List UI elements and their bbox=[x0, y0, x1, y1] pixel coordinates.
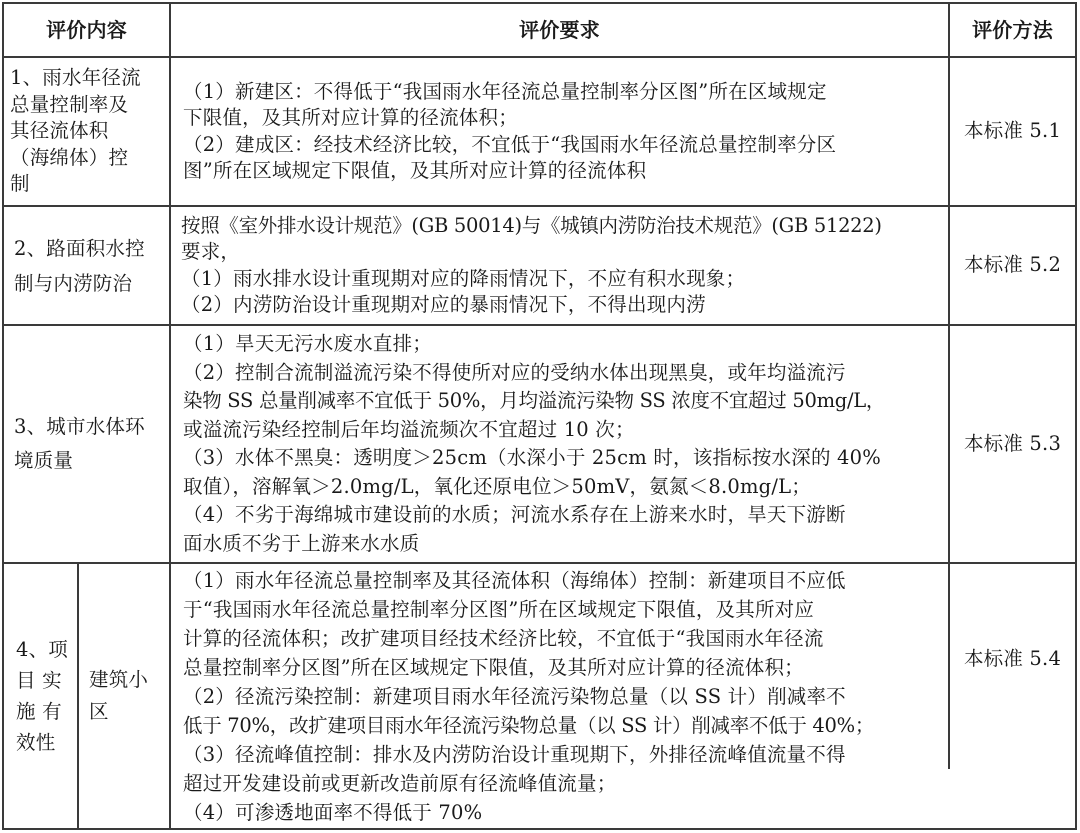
row1-req-line: 下限值，及其所对应计算的径流体积； bbox=[183, 106, 518, 129]
table-border-bottom bbox=[2, 828, 1077, 830]
row4-content-line: 目 实 bbox=[16, 669, 62, 692]
row3-method bbox=[950, 326, 1075, 562]
row1-content-line: 制 bbox=[10, 172, 30, 196]
row1-content-line: 1、雨水年径流 bbox=[10, 66, 141, 90]
row3-requirement bbox=[171, 326, 948, 562]
row4-content-line: 效性 bbox=[16, 731, 56, 754]
row4-req-line: （1）雨水年径流总量控制率及其径流体积（海绵体）控制：新建项目不应低 bbox=[183, 568, 846, 592]
row1-content bbox=[4, 58, 169, 205]
row4-method-label: 本标准 5.4 bbox=[963, 646, 1062, 670]
row1-content-line: 总量控制率及 bbox=[10, 92, 129, 116]
header-method-label: 评价方法 bbox=[972, 17, 1053, 42]
row4-content bbox=[4, 564, 77, 828]
row4-subcontent-line: 区 bbox=[89, 700, 109, 723]
row3-req-line: （2）控制合流制溢流污染不得使所对应的受纳水体出现黑臭，或年均溢流污 bbox=[183, 360, 846, 384]
row2-content bbox=[4, 207, 169, 324]
row2-req-line: 要求， bbox=[181, 240, 241, 263]
header-requirement-label: 评价要求 bbox=[519, 17, 600, 42]
row3-req-line: （3）水体不黑臭：透明度＞25cm（水深小于 25cm 时，该指标按水深的 40% bbox=[183, 446, 881, 469]
row4-method bbox=[950, 564, 1075, 754]
row4-content-line: 4、项 bbox=[16, 638, 69, 661]
evaluation-table bbox=[2, 2, 1077, 830]
row1-requirement bbox=[171, 58, 948, 205]
row4-req-line: 于“我国雨水年径流总量控制率分区图”所在区域规定下限值，及其所对应 bbox=[183, 597, 815, 621]
row1-req-line: 图”所在区域规定下限值，及其所对应计算的径流体积 bbox=[183, 159, 647, 182]
row3-req-line: （1）旱天无污水废水直排； bbox=[183, 332, 433, 355]
row4-req-line: （4）可渗透地面率不得低于 70% bbox=[183, 800, 483, 824]
row1-req-line: （2）建成区：经技术经济比较，不宜低于“我国雨水年径流总量控制率分区 bbox=[183, 132, 837, 156]
row4-subcontent bbox=[79, 564, 169, 828]
header-content bbox=[4, 4, 169, 56]
row2-requirement bbox=[171, 207, 948, 324]
row3-content bbox=[4, 326, 169, 562]
row3-req-line: 染物 SS 总量削减率不宜低于 50%，月均溢流污染物 SS 浓度不宜超过 50mg/L， bbox=[183, 389, 886, 412]
row1-content-line: 其径流体积 bbox=[10, 119, 109, 143]
row3-content-line: 3、城市水体环 bbox=[14, 415, 145, 438]
row1-method bbox=[950, 58, 1075, 205]
row3-content-line: 境质量 bbox=[14, 449, 74, 472]
row2-method-label: 本标准 5.2 bbox=[963, 253, 1062, 277]
header-content-label: 评价内容 bbox=[46, 17, 127, 42]
row3-method-label: 本标准 5.3 bbox=[963, 431, 1062, 455]
row1-method-label: 本标准 5.1 bbox=[963, 119, 1062, 143]
row2-req-line: （1）雨水排水设计重现期对应的降雨情况下，不应有积水现象； bbox=[181, 266, 746, 290]
row2-req-line: （2）内涝防治设计重现期对应的暴雨情况下，不得出现内涝 bbox=[181, 293, 706, 316]
row4-req-line: （3）径流峰值控制：排水及内涝防治设计重现期下，外排径流峰值流量不得 bbox=[183, 742, 846, 766]
row3-req-line: 面水质不劣于上游来水水质 bbox=[183, 531, 420, 555]
row1-req-line: （1）新建区：不得低于“我国雨水年径流总量控制率分区图”所在区域规定 bbox=[183, 79, 827, 103]
row4-content-line: 施 有 bbox=[16, 700, 62, 723]
row2-content-line: 2、路面积水控 bbox=[14, 236, 145, 260]
row4-req-line: 计算的径流体积；改扩建项目经技术经济比较，不宜低于“我国雨水年径流 bbox=[183, 626, 824, 650]
row1-content-line: （海绵体）控 bbox=[10, 145, 129, 169]
header-requirement bbox=[171, 4, 948, 56]
row4-subcontent-line: 建筑小 bbox=[89, 668, 149, 691]
row4-req-line: 低于 70%，改扩建项目雨水年径流污染物总量（以 SS 计）削减率不低于 40%； bbox=[183, 713, 875, 737]
row4-req-line: 总量控制率分区图”所在区域规定下限值，及其所对应计算的径流体积； bbox=[183, 655, 804, 679]
row3-req-line: 或溢流污染经控制后年均溢流频次不宜超过 10 次； bbox=[183, 417, 635, 441]
table-border-right bbox=[1075, 2, 1077, 830]
row2-method bbox=[950, 207, 1075, 324]
row4-req-line: 超过开发建设前或更新改造前原有径流峰值流量； bbox=[183, 771, 617, 795]
row3-req-line: （4）不劣于海绵城市建设前的水质；河流水系存在上游来水时，旱天下游断 bbox=[183, 503, 846, 526]
row2-req-line: 按照《室外排水设计规范》(GB 50014)与《城镇内涝防治技术规范》(GB 51222) bbox=[181, 213, 882, 237]
row4-requirement bbox=[171, 564, 948, 828]
row4-req-line: （2）径流污染控制：新建项目雨水年径流污染物总量（以 SS 计）削减率不 bbox=[183, 684, 846, 708]
row2-content-line: 制与内涝防治 bbox=[14, 271, 133, 295]
header-method bbox=[950, 4, 1075, 56]
row3-req-line: 取值），溶解氧＞2.0mg/L，氧化还原电位＞50mV，氨氮＜8.0mg/L； bbox=[183, 474, 811, 498]
